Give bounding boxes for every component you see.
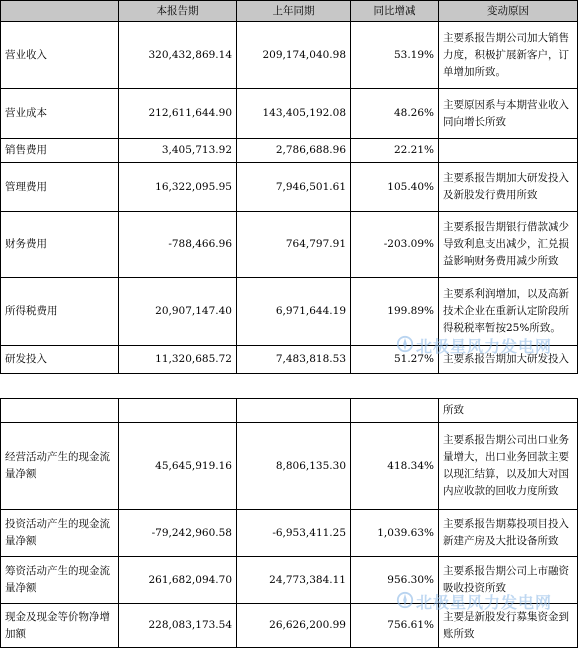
row-label: 研发投入 <box>1 346 119 374</box>
prior-value: -6,953,411.25 <box>237 510 351 557</box>
header-change-reason: 变动原因 <box>439 1 578 22</box>
change-value: 756.61% <box>351 604 439 648</box>
header-current-period: 本报告期 <box>119 1 237 22</box>
current-value: 212,611,644.90 <box>119 89 237 139</box>
page-gap <box>0 385 580 398</box>
prior-value: 143,405,192.08 <box>237 89 351 139</box>
change-value: 418.34% <box>351 423 439 510</box>
change-value: 53.19% <box>351 22 439 89</box>
row-label: 经营活动产生的现金流量净额 <box>1 423 119 510</box>
prior-value: 6,971,644.19 <box>237 278 351 346</box>
current-value: 11,320,685.72 <box>119 346 237 374</box>
reason-text: 主要系报告期募投项目投入新建产房及大批设备所致 <box>439 510 578 557</box>
change-value: 199.89% <box>351 278 439 346</box>
current-value: 228,083,173.54 <box>119 604 237 648</box>
prior-value: 7,483,818.53 <box>237 346 351 374</box>
current-value: -788,466.96 <box>119 212 237 278</box>
table-row <box>1 22 578 89</box>
current-value: 320,432,869.14 <box>119 22 237 89</box>
reason-text: 主要系报告期公司加大销售力度，积极扩展新客户，订单增加所致。 <box>439 22 578 89</box>
prior-value: 764,797.91 <box>237 212 351 278</box>
current-value: -79,242,960.58 <box>119 510 237 557</box>
row-label: 投资活动产生的现金流量净额 <box>1 510 119 557</box>
prior-value: 209,174,040.98 <box>237 22 351 89</box>
watermark-text: 北极星风力发电网 <box>416 337 553 356</box>
reason-text: 主要是新股发行募集资金到账所致 <box>439 604 578 648</box>
header-yoy-change: 同比增减 <box>351 1 439 22</box>
current-value: 3,405,713.92 <box>119 139 237 163</box>
table-row <box>1 212 578 278</box>
prior-value: 8,806,135.30 <box>237 423 351 510</box>
reason-text <box>439 139 578 163</box>
change-value: 1,039.63% <box>351 510 439 557</box>
table-row <box>1 423 578 510</box>
table-row <box>1 399 578 423</box>
reason-text: 主要系报告期加大研发投入 <box>439 346 578 374</box>
reason-text: 主要系报告期公司上市融资吸收投资所致 <box>439 557 578 604</box>
row-label: 销售费用 <box>1 139 119 163</box>
row-label: 现金及现金等价物净增加额 <box>1 604 119 648</box>
prior-value: 7,946,501.61 <box>237 163 351 212</box>
row-label: 所得税费用 <box>1 278 119 346</box>
prior-value: 24,773,384.11 <box>237 557 351 604</box>
change-value: -203.09% <box>351 212 439 278</box>
current-value <box>119 399 237 423</box>
table-header-row <box>1 1 578 22</box>
watermark-logo-icon <box>396 335 414 353</box>
row-label: 营业收入 <box>1 22 119 89</box>
reason-text: 所致 <box>439 399 578 423</box>
current-value: 261,682,094.70 <box>119 557 237 604</box>
change-value: 48.26% <box>351 89 439 139</box>
watermark-text: 北极星风力发电网 <box>416 593 553 612</box>
table-row <box>1 139 578 163</box>
current-value: 16,322,095.95 <box>119 163 237 212</box>
reason-text: 主要原因系与本期营业收入同向增长所致 <box>439 89 578 139</box>
reason-text: 主要系报告期加大研发投入及新股发行费用所致 <box>439 163 578 212</box>
prior-value <box>237 399 351 423</box>
row-label: 筹资活动产生的现金流量净额 <box>1 557 119 604</box>
reason-text: 主要系利润增加，以及高新技术企业在重新认定阶段所得税税率暂按25%所致。 <box>439 278 578 346</box>
header-empty <box>1 1 119 22</box>
change-value: 105.40% <box>351 163 439 212</box>
row-label: 营业成本 <box>1 89 119 139</box>
reason-text: 主要系报告期公司出口业务量增大，出口业务回款主要以现汇结算，以及加大对国内应收款的回收力度所致 <box>439 423 578 510</box>
watermark-logo-icon <box>396 591 414 609</box>
table-row <box>1 510 578 557</box>
change-value: 956.30% <box>351 557 439 604</box>
current-value: 45,645,919.16 <box>119 423 237 510</box>
header-prior-period: 上年同期 <box>237 1 351 22</box>
table-row <box>1 163 578 212</box>
current-value: 20,907,147.40 <box>119 278 237 346</box>
table-row <box>1 89 578 139</box>
change-value: 51.27% <box>351 346 439 374</box>
prior-value: 26,626,200.99 <box>237 604 351 648</box>
row-label: 财务费用 <box>1 212 119 278</box>
prior-value: 2,786,688.96 <box>237 139 351 163</box>
change-value <box>351 399 439 423</box>
row-label <box>1 399 119 423</box>
row-label: 管理费用 <box>1 163 119 212</box>
reason-text: 主要系报告期银行借款减少导致利息支出减少，汇兑损益影响财务费用减少所致 <box>439 212 578 278</box>
change-value: 22.21% <box>351 139 439 163</box>
